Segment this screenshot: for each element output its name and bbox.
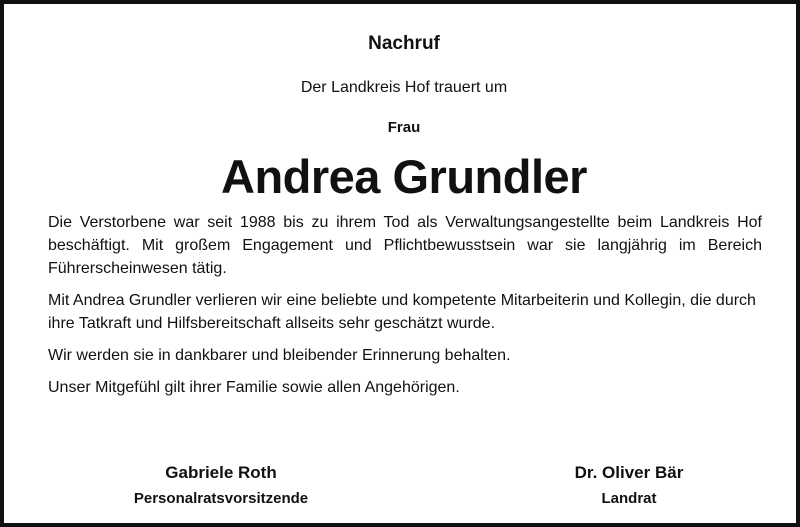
signatory-name: Gabriele Roth bbox=[165, 463, 277, 482]
signatory-title: Landrat bbox=[601, 490, 657, 507]
signatory-left bbox=[101, 460, 341, 512]
paragraph-remembrance: Wir werden sie in dankbarer und bleibender Erinnerung behalten. bbox=[48, 347, 511, 364]
signatory-name: Dr. Oliver Bär bbox=[574, 463, 684, 482]
signatory-right bbox=[514, 460, 744, 512]
signatory-title: Personalratsvorsitzende bbox=[133, 490, 309, 507]
salutation: Frau bbox=[387, 119, 421, 136]
paragraph-employment: Die Verstorbene war seit 1988 bis zu ihrem Tod als Verwaltungsangestellte beim Landkreis Hof beschäftigt. Mit großem Engagement und Pflichtbewusstsein war sie langjährig im Bereich Führerscheinwesen tätig. bbox=[48, 214, 762, 277]
paragraph-condolence: Unser Mitgefühl gilt ihrer Familie sowie allen Angehörigen. bbox=[48, 379, 460, 396]
deceased-name: Andrea Grundler bbox=[221, 150, 587, 203]
obituary-heading: Nachruf bbox=[368, 33, 440, 54]
paragraph-colleague: Mit Andrea Grundler verlieren wir eine beliebte und kompetente Mitarbeiterin und Kollegin, die durch ihre Tatkraft und Hilfsbereitschaft allseits sehr geschätzt wurde. bbox=[48, 292, 756, 332]
intro-line: Der Landkreis Hof trauert um bbox=[300, 79, 508, 96]
obituary-body bbox=[48, 211, 762, 408]
